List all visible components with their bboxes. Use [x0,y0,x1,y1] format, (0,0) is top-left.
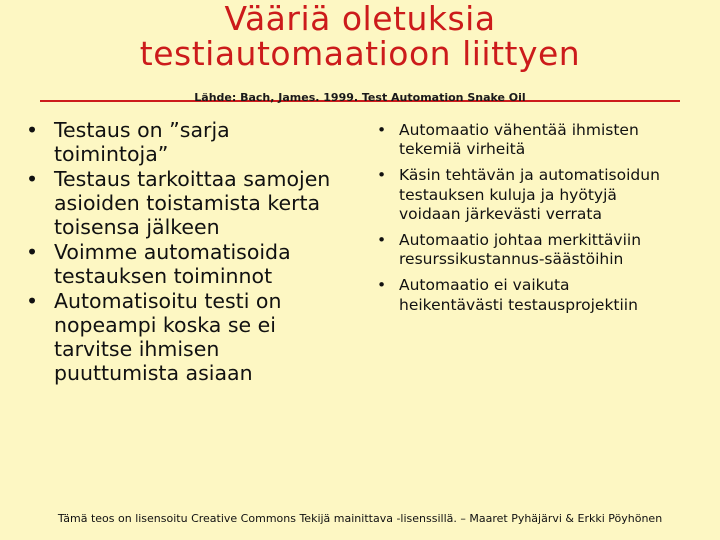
bullet-icon: • [377,121,387,139]
slide-title [0,2,720,72]
left-bullet-item [26,167,346,239]
right-bullet-list [365,121,665,322]
left-bullet-text: Automatisoitu testi on nopeampi koska se ei tarvitse ihmisen puuttumista asiaan [54,289,282,385]
left-bullet-text: Testaus on ”sarja toimintoja” [54,118,230,166]
left-bullet-item [26,240,346,288]
left-bullet-text: Testaus tarkoittaa samojen asioiden toistamista kerta toisensa jälkeen [54,167,331,239]
bullet-icon: • [26,240,39,264]
right-bullet-item [365,166,665,224]
right-bullet-text: Automaatio ei vaikuta heikentävästi testausprojektiin [399,276,638,314]
right-bullet-text: Käsin tehtävän ja automatisoidun testauksen kuluja ja hyötyjä voidaan järkevästi verrata [399,166,660,223]
bullet-icon: • [26,167,39,191]
right-bullet-item [365,121,665,159]
right-bullet-item [365,231,665,269]
title-line-1: Vääriä oletuksia [224,0,496,38]
right-bullet-text: Automaatio vähentää ihmisten tekemiä virheitä [399,121,639,159]
license-footer: Tämä teos on lisensoitu Creative Commons Tekijä mainittava -lisenssillä. – Maaret Pyhäjärvi & Erkki Pöyhönen [57,512,663,525]
left-bullet-item [26,118,346,166]
right-bullet-item [365,276,665,314]
left-bullet-list [26,118,346,386]
bullet-icon: • [26,289,39,313]
left-bullet-item [26,289,346,385]
right-bullet-text: Automaatio johtaa merkittäviin resurssikustannus-säästöihin [399,231,642,269]
source-citation: Lähde: Bach, James. 1999. Test Automation Snake Oil [194,91,526,104]
left-bullet-text: Voimme automatisoida testauksen toiminnot [54,240,291,288]
bullet-icon: • [377,166,387,185]
bullet-icon: • [26,118,39,142]
bullet-icon: • [377,231,387,250]
bullet-icon: • [377,276,387,295]
title-line-2: testiautomaatioon liittyen [139,33,581,73]
